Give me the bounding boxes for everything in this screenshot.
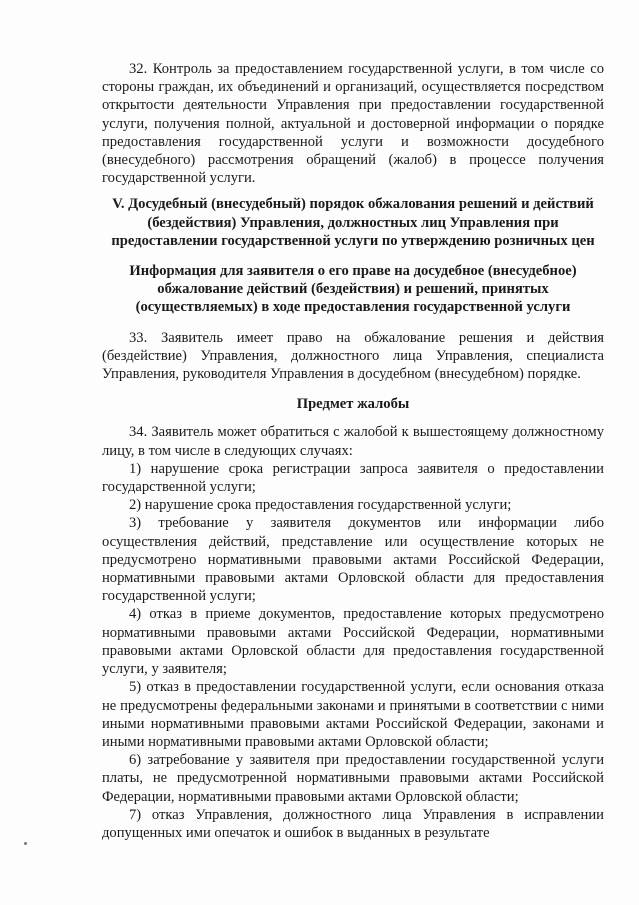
list-item-5: 5) отказ в предоставлении государственной услуги, если основания отказа не предусмотрены федеральными законами и принятыми в соответствии с ними иными нормативными правовыми актами Российской Федерации, законами и иными нормативными правовыми актами Орловской области; [102,679,604,750]
list-item-3: 3) требование у заявителя документов или информации либо осуществления действий, представление или осуществление которых не предусмотрено нормативными правовыми актами Российской Федерации, нормативными правовыми актами Орловской области для предоставления государственной услуги; [102,515,604,605]
scan-speck [24,842,27,845]
paragraph-33: 33. Заявитель имеет право на обжалование решения и действия (бездействие) Управления, должностного лица Управления, специалиста Управления, руководителя Управления в досудебном (внесудебном) порядке. [102,329,604,383]
paragraph-32: 32. Контроль за предоставлением государственной услуги, в том числе со стороны граждан, их объединений и организаций, осуществляется посредством открытости деятельности Управления при предоставлении государственной услуги, получения полной, актуальной и достоверной информации о порядке предоставления государственной услуги и возможности досудебного (внесудебного) рассмотрения обращений (жалоб) в процессе получения государственной услуги. [102,61,604,187]
list-item-4: 4) отказ в приеме документов, предоставление которых предусмотрено нормативными правовыми актами Российской Федерации, нормативными правовыми актами Орловской области для предоставления государственной услуги, у заявителя; [102,606,604,678]
info-heading: Информация для заявителя о его праве на досудебное (внесудебное) обжалование действий (бездействия) и решений, принятых (осуществляемых) в ходе предоставления государственной услуги [129,263,577,316]
list-item-6: 6) затребование у заявителя при предоставлении государственной услуги платы, не предусмотренной нормативными правовыми актами Российской Федерации, нормативными правовыми актами Орловской области; [102,752,604,805]
paragraph-34: 34. Заявитель может обратиться с жалобой к вышестоящему должностному лицу, в том числе в следующих случаях: [102,424,604,459]
document-body [102,60,604,842]
list-item-2: 2) нарушение срока предоставления государственной услуги; [129,497,512,514]
section-v-heading: V. Досудебный (внесудебный) порядок обжалования решений и действий (бездействия) Управления, должностных лиц Управления при предоставлении государственной услуги по утверждению розничных цен [111,196,595,249]
subject-heading: Предмет жалобы [296,396,410,413]
list-item-1: 1) нарушение срока регистрации запроса заявителя о предоставлении государственной услуги; [102,460,604,496]
list-item-7: 7) отказ Управления, должностного лица Управления в исправлении допущенных ими опечаток и ошибок в выданных в результате [102,806,604,841]
